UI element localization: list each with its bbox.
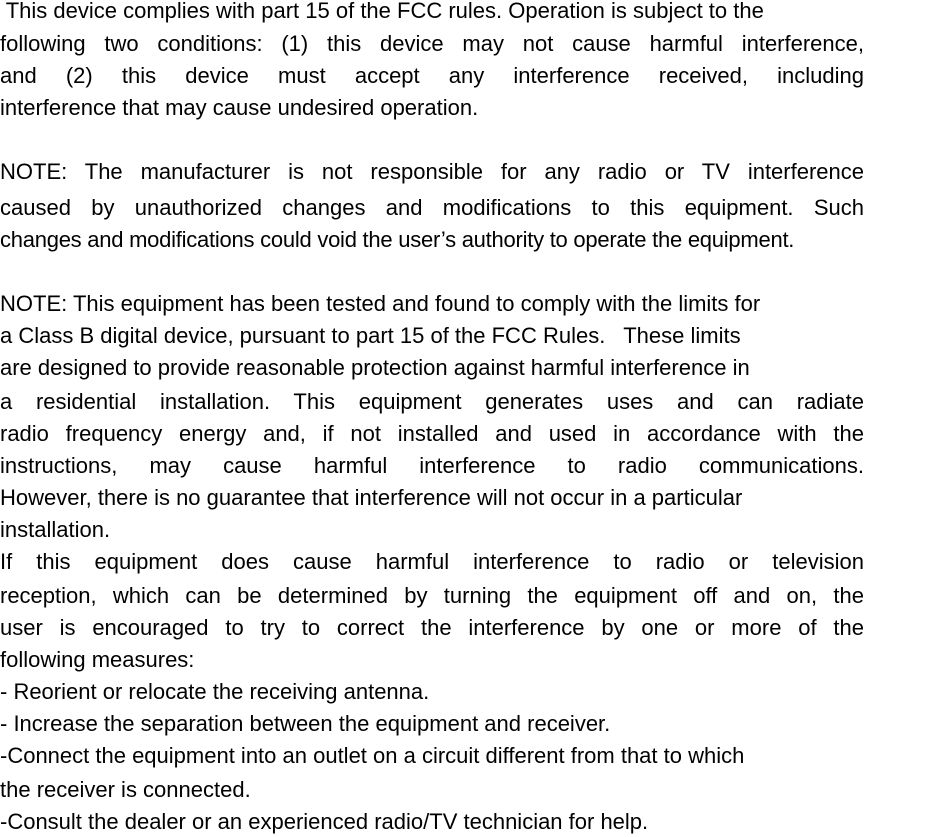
class-b-note-line-6: instructions, may cause harmful interference to radio communications.: [0, 453, 864, 478]
manufacturer-note-line-3: changes and modifications could void the user’s authority to operate the equipment.: [0, 227, 795, 252]
measure-different-circuit-line-1: -Connect the equipment into an outlet on a circuit different from that to which: [0, 743, 745, 768]
class-b-note-line-4: a residential installation. This equipment generates uses and can radiate: [0, 389, 864, 414]
manufacturer-note-line-1: NOTE: The manufacturer is not responsible for any radio or TV interference: [0, 159, 864, 184]
fcc-compliance-line-4: interference that may cause undesired operation.: [0, 95, 479, 120]
fcc-compliance-line-2: following two conditions: (1) this device may not cause harmful interference,: [0, 31, 864, 56]
class-b-note-line-5: radio frequency energy and, if not installed and used in accordance with the: [0, 421, 864, 446]
manufacturer-note-line-2: caused by unauthorized changes and modifications to this equipment. Such: [0, 195, 864, 220]
measure-consult-technician: -Consult the dealer or an experienced radio/TV technician for help.: [0, 809, 649, 834]
interference-guidance-line-1: If this equipment does cause harmful interference to radio or television: [0, 549, 864, 574]
interference-guidance-line-3: user is encouraged to try to correct the interference by one or more of the: [0, 615, 864, 640]
fcc-compliance-line-3: and (2) this device must accept any interference received, including: [0, 63, 864, 88]
measure-increase-separation: - Increase the separation between the equipment and receiver.: [0, 711, 611, 736]
class-b-note-line-1: NOTE: This equipment has been tested and found to comply with the limits for: [0, 291, 761, 316]
class-b-note-line-7: However, there is no guarantee that interference will not occur in a particular: [0, 485, 743, 510]
measure-different-circuit-line-2: the receiver is connected.: [0, 777, 251, 802]
measure-reorient-antenna: - Reorient or relocate the receiving antenna.: [0, 679, 430, 704]
interference-guidance-line-4: following measures:: [0, 647, 195, 672]
fcc-compliance-line-1: This device complies with part 15 of the FCC rules. Operation is subject to the: [0, 0, 764, 23]
interference-guidance-line-2: reception, which can be determined by turning the equipment off and on, the: [0, 583, 864, 608]
class-b-note-line-3: are designed to provide reasonable protection against harmful interference in: [0, 355, 750, 380]
class-b-note-line-8: installation.: [0, 517, 111, 542]
class-b-note-line-2: a Class B digital device, pursuant to part 15 of the FCC Rules. These limits: [0, 323, 741, 348]
